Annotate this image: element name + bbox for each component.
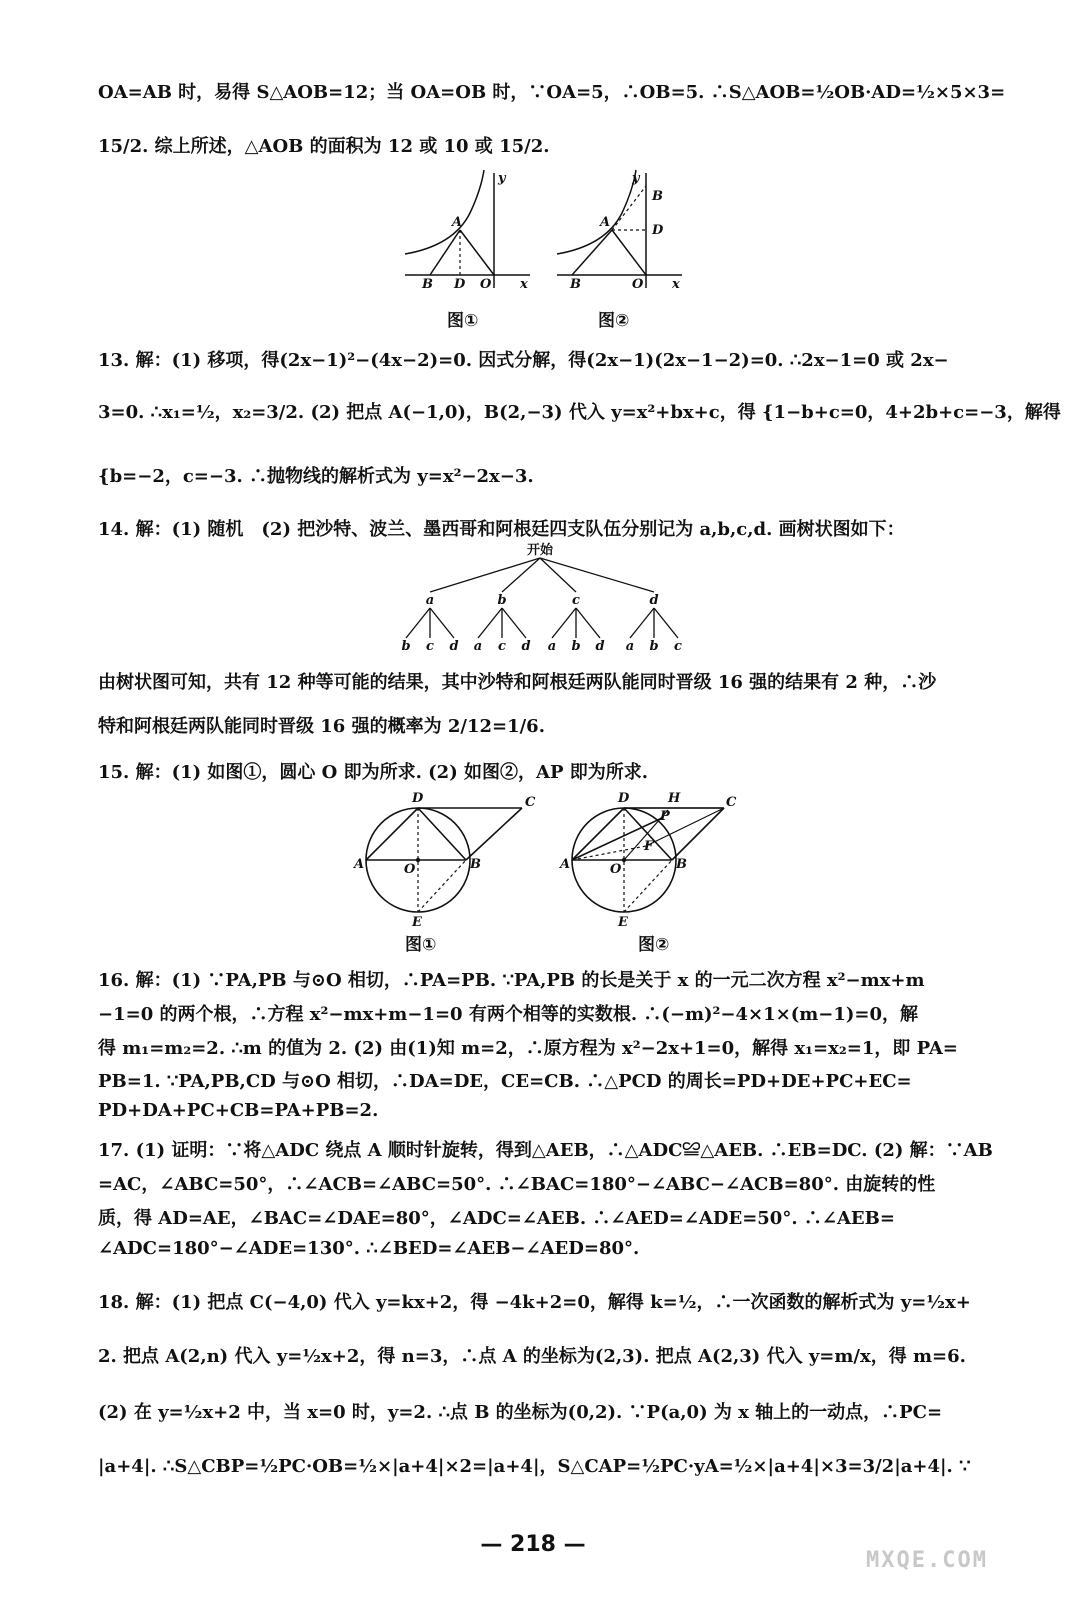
tree-leaf-label: a [625, 639, 635, 654]
tree-node-label: d [649, 593, 659, 608]
text-line: 得 m₁=m₂=2. ∴m 的值为 2. (2) 由(1)知 m=2，∴原方程为 x²−2x+1=0，解得 x₁=x₂=1，即 PA= [98, 1038, 958, 1059]
tree-leaf-label: a [547, 639, 557, 654]
svg-text:B: B [676, 857, 687, 872]
svg-text:A: A [600, 215, 611, 230]
svg-text:O: O [480, 277, 492, 292]
text-line: ∠ADC=180°−∠ADE=130°. ∴∠BED=∠AEB−∠AED=80°. [98, 1238, 640, 1259]
figure-caption: 图② [638, 935, 670, 955]
svg-text:O: O [632, 277, 644, 292]
tree-diagram [380, 540, 700, 658]
figure-caption: 图① [405, 935, 437, 955]
svg-text:D: D [618, 791, 630, 806]
text-line: 特和阿根廷两队能同时晋级 16 强的概率为 2/12=1/6. [98, 716, 545, 737]
tree-node-label: c [572, 593, 580, 608]
tree-branch [430, 558, 540, 592]
svg-text:B: B [570, 277, 581, 292]
tree-leaf-label: c [426, 639, 434, 654]
tree-leaf-label: b [649, 639, 659, 654]
text-line: −1=0 的两个根，∴方程 x²−mx+m−1=0 有两个相等的实数根. ∴(−m)²−4×1×(m−1)=0，解 [98, 1004, 918, 1025]
text-line: 3=0. ∴x₁=½，x₂=3/2. (2) 把点 A(−1,0)，B(2,−3) 代入 y=x²+bx+c，得 {1−b+c=0，4+2b+c=−3，解得 [98, 402, 1061, 423]
svg-text:E: E [618, 915, 628, 928]
svg-text:P: P [660, 809, 670, 824]
svg-text:A: A [560, 857, 571, 872]
tree-branch [654, 608, 678, 638]
svg-text:y: y [632, 171, 640, 186]
text-line: 15/2. 综上所述，△AOB 的面积为 12 或 10 或 15/2. [98, 136, 550, 157]
watermark: MXQE.COM [866, 1548, 988, 1573]
text-line: (2) 在 y=½x+2 中，当 x=0 时，y=2. ∴点 B 的坐标为(0,2). ∵P(a,0) 为 x 轴上的一动点，∴PC= [98, 1402, 943, 1423]
page-number: — 218 — [480, 1532, 586, 1557]
tree-branch [502, 608, 526, 638]
tree-branch [430, 608, 454, 638]
text-line: 15. 解：(1) 如图①，圆心 O 即为所求. (2) 如图②，AP 即为所求. [98, 762, 649, 783]
text-line: PD+DA+PC+CB=PA+PB=2. [98, 1100, 379, 1121]
svg-text:D: D [454, 277, 466, 292]
text-line: 14. 解：(1) 随机 (2) 把沙特、波兰、墨西哥和阿根廷四支队伍分别记为 a,b,c,d. 画树状图如下： [98, 519, 905, 540]
circle-figure-1 [350, 788, 540, 928]
text-line: 13. 解：(1) 移项，得(2x−1)²−(4x−2)=0. 因式分解，得(2x−1)(2x−1−2)=0. ∴2x−1=0 或 2x− [98, 350, 949, 371]
tree-leaf-label: b [401, 639, 411, 654]
svg-text:F: F [644, 839, 654, 854]
tree-branch [406, 608, 430, 638]
text-line: 16. 解：(1) ∵PA,PB 与⊙O 相切，∴PA=PB. ∵PA,PB 的长是关于 x 的一元二次方程 x²−mx+m [98, 970, 925, 991]
text-line: 2. 把点 A(2,n) 代入 y=½x+2，得 n=3，∴点 A 的坐标为(2,3). 把点 A(2,3) 代入 y=m/x，得 m=6. [98, 1346, 966, 1367]
graph-figure-2 [552, 168, 692, 293]
tree-branch [552, 608, 576, 638]
svg-text:B: B [470, 857, 481, 872]
svg-text:x: x [520, 277, 528, 292]
svg-text:H: H [668, 791, 681, 806]
text-line: OA=AB 时，易得 S△AOB=12；当 OA=OB 时，∵OA=5，∴OB=5. ∴S△AOB=½OB·AD=½×5×3= [98, 82, 1006, 103]
svg-text:D: D [412, 791, 424, 806]
svg-text:x: x [672, 277, 680, 292]
svg-text:O: O [610, 862, 622, 877]
svg-text:y: y [498, 171, 506, 186]
text-line: 18. 解：(1) 把点 C(−4,0) 代入 y=kx+2，得 −4k+2=0，解得 k=½，∴一次函数的解析式为 y=½x+ [98, 1292, 971, 1313]
tree-leaf-label: d [449, 639, 459, 654]
tree-leaf-label: c [674, 639, 682, 654]
text-line: =AC，∠ABC=50°，∴∠ACB=∠ABC=50°. ∴∠BAC=180°−∠ABC−∠ACB=80°. 由旋转的性 [98, 1174, 936, 1195]
figure-caption: 图② [598, 311, 630, 331]
tree-leaf-label: d [595, 639, 605, 654]
tree-node-label: b [497, 593, 507, 608]
circle-figure-2 [556, 788, 746, 928]
text-line: 17. (1) 证明：∵将△ADC 绕点 A 顺时针旋转，得到△AEB，∴△ADC≌△AEB. ∴EB=DC. (2) 解：∵AB [98, 1140, 993, 1161]
svg-text:E: E [412, 915, 422, 928]
svg-text:B: B [652, 189, 663, 204]
tree-leaf-label: b [571, 639, 581, 654]
figure-caption: 图① [447, 311, 479, 331]
graph-figure-1 [400, 168, 540, 293]
svg-text:D: D [652, 223, 664, 238]
text-line: PB=1. ∵PA,PB,CD 与⊙O 相切，∴DA=DE，CE=CB. ∴△PCD 的周长=PD+DE+PC+EC= [98, 1071, 912, 1092]
text-line: 由树状图可知，共有 12 种等可能的结果，其中沙特和阿根廷两队能同时晋级 16 强的结果有 2 种，∴沙 [98, 672, 937, 693]
svg-text:O: O [404, 862, 416, 877]
text-line: |a+4|. ∴S△CBP=½PC·OB=½×|a+4|×2=|a+4|，S△CAP=½PC·yA=½×|a+4|×3=3/2|a+4|. ∵ [98, 1456, 971, 1477]
tree-branch [502, 558, 540, 592]
svg-text:C: C [525, 795, 536, 810]
tree-branch [576, 608, 600, 638]
tree-leaf-label: a [473, 639, 483, 654]
tree-branch [478, 608, 502, 638]
tree-branch [630, 608, 654, 638]
svg-text:B: B [422, 277, 433, 292]
tree-node-label: a [425, 593, 435, 608]
tree-leaf-label: d [521, 639, 531, 654]
text-line: 质，得 AD=AE，∠BAC=∠DAE=80°，∠ADC=∠AEB. ∴∠AED=∠ADE=50°. ∴∠AEB= [98, 1208, 895, 1229]
tree-leaf-label: c [498, 639, 506, 654]
svg-text:C: C [726, 795, 737, 810]
text-line: {b=−2，c=−3. ∴抛物线的解析式为 y=x²−2x−3. [98, 466, 534, 487]
svg-text:A: A [452, 215, 463, 230]
tree-root-label: 开始 [526, 543, 554, 558]
svg-text:A: A [354, 857, 365, 872]
